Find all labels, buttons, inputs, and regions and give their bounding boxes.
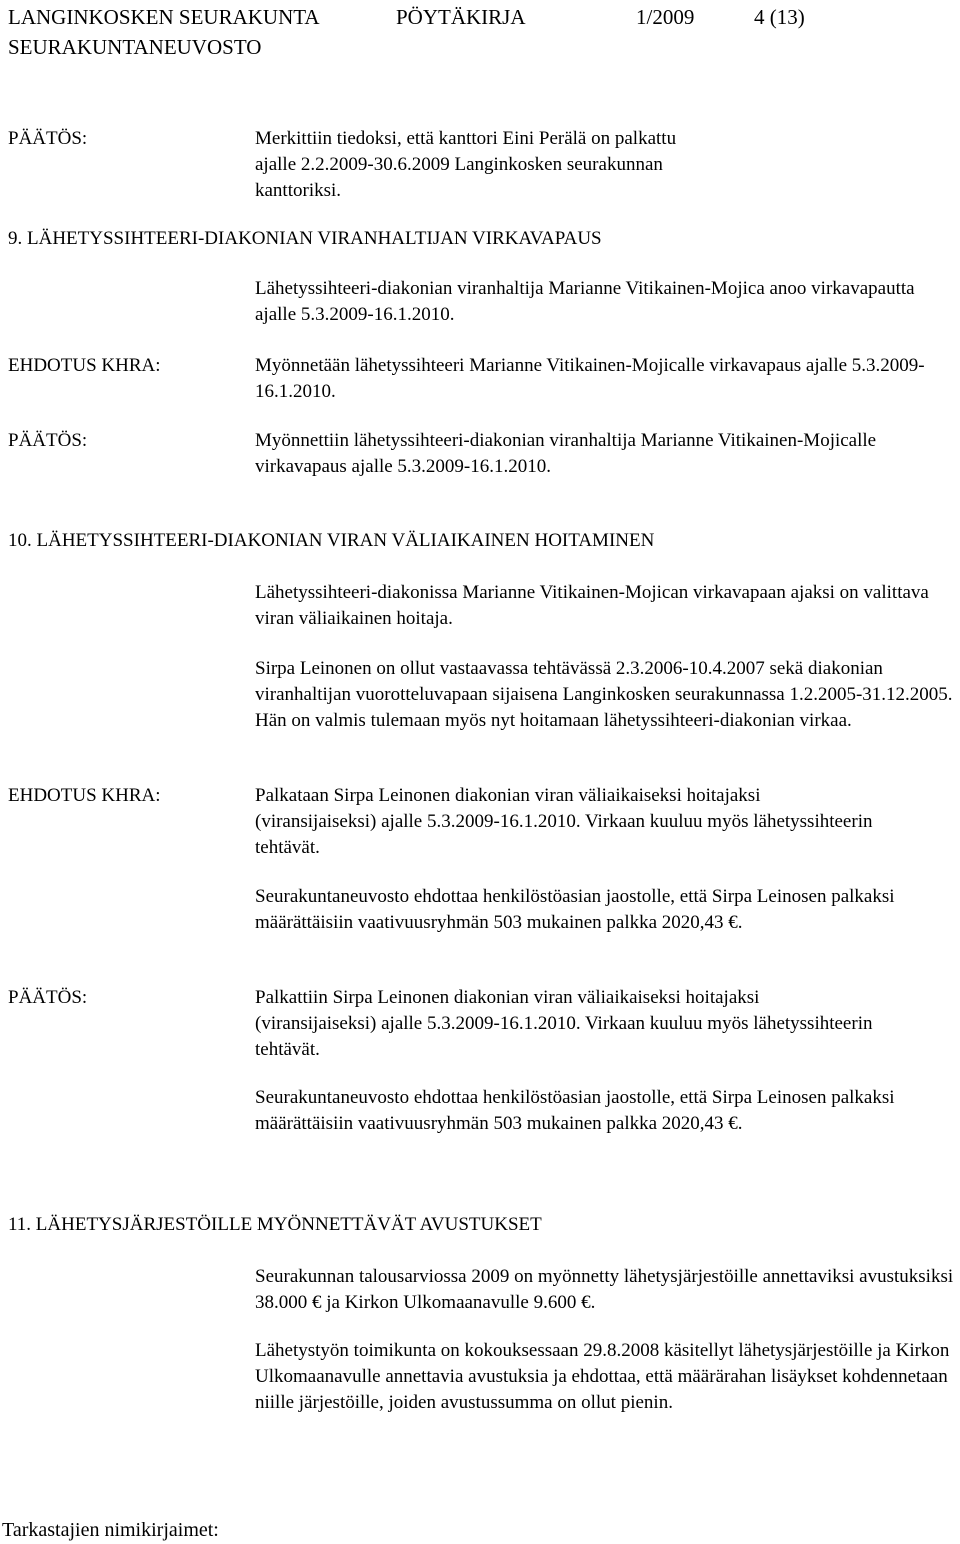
sec11-text-2: Lähetystyön toimikunta on kokouksessaan 29.8.2008 käsitellyt lähetysjärjestöille ja Kirkon Ulkomaanavulle annettavia avustuksia ja ehdottaa, että määrärahan lisäykset kohdennetaan niille järjestöille, joiden avustussumma on ollut pienin.: [255, 1340, 950, 1413]
header-number: 1/2009: [636, 5, 695, 29]
sec10-ehdotus-label: EHDOTUS KHRA:: [8, 785, 161, 806]
sec10-intro-1: Lähetyssihteeri-diakonissa Marianne Vitikainen-Mojican virkavapaan ajaksi on valittava viran väliaikainen hoitaja.: [255, 582, 929, 629]
sec9-ehdotus-text: Myönnetään lähetyssihteeri Marianne Vitikainen-Mojicalle virkavapaus ajalle 5.3.2009-16.1.2010.: [255, 355, 925, 402]
sec9-paatos-label: PÄÄTÖS:: [8, 430, 88, 451]
sec9-title: 9. LÄHETYSSIHTEERI-DIAKONIAN VIRANHALTIJAN VIRKAVAPAUS: [8, 228, 602, 249]
header-doc-type: PÖYTÄKIRJA: [396, 5, 526, 29]
header-body: SEURAKUNTANEUVOSTO: [8, 35, 262, 59]
sec8-paatos-text: Merkittiin tiedoksi, että kanttori Eini Perälä on palkattu ajalle 2.2.2009-30.6.2009 Langinkosken seurakunnan kanttoriksi.: [255, 128, 677, 201]
sec10-paatos-label: PÄÄTÖS:: [8, 987, 88, 1008]
sec9-paatos-text: Myönnettiin lähetyssihteeri-diakonian viranhaltija Marianne Vitikainen-Mojicalle virkavapaus ajalle 5.3.2009-16.1.2010.: [255, 430, 877, 477]
sec10-paatos-text-2: Seurakuntaneuvosto ehdottaa henkilöstöasian jaostolle, että Sirpa Leinosen palkaksi määrättäisiin vaativuusryhmän 503 mukainen palkka 2020,43 €.: [255, 1087, 895, 1134]
sec8-paatos-label: PÄÄTÖS:: [8, 128, 88, 149]
sec10-paatos-text-1: Palkattiin Sirpa Leinonen diakonian viran väliaikaiseksi hoitajaksi (viransijaiseksi) ajalle 5.3.2009-16.1.2010. Virkaan kuuluu myös lähetyssihteerin tehtävät.: [255, 987, 873, 1060]
sec9-intro: Lähetyssihteeri-diakonian viranhaltija Marianne Vitikainen-Mojica anoo virkavapautta ajalle 5.3.2009-16.1.2010.: [255, 278, 915, 325]
document-header: [8, 4, 948, 60]
header-page: 4 (13): [754, 5, 805, 29]
sec9-ehdotus-label: EHDOTUS KHRA:: [8, 355, 161, 376]
sec11-text-1: Seurakunnan talousarviossa 2009 on myönnetty lähetysjärjestöille annettaviksi avustuksiksi 38.000 € ja Kirkon Ulkomaanavulle 9.600 €.: [255, 1266, 954, 1313]
signatures-label: Tarkastajien nimikirjaimet:: [2, 1519, 219, 1541]
sec11-title: 11. LÄHETYSJÄRJESTÖILLE MYÖNNETTÄVÄT AVUSTUKSET: [8, 1214, 542, 1235]
header-org: LANGINKOSKEN SEURAKUNTA: [8, 5, 320, 29]
sec10-ehdotus-text-1: Palkataan Sirpa Leinonen diakonian viran väliaikaiseksi hoitajaksi (viransijaiseksi) ajalle 5.3.2009-16.1.2010. Virkaan kuuluu myös lähetyssihteerin tehtävät.: [255, 785, 873, 858]
sec10-title: 10. LÄHETYSSIHTEERI-DIAKONIAN VIRAN VÄLIAIKAINEN HOITAMINEN: [8, 530, 655, 551]
sec10-ehdotus-text-2: Seurakuntaneuvosto ehdottaa henkilöstöasian jaostolle, että Sirpa Leinosen palkaksi määrättäisiin vaativuusryhmän 503 mukainen palkka 2020,43 €.: [255, 886, 895, 933]
sec10-intro-2: Sirpa Leinonen on ollut vastaavassa tehtävässä 2.3.2006-10.4.2007 sekä diakonian viranhaltijan vuorotteluvapaan sijaisena Langinkosken seurakunnassa 1.2.2005-31.12.2005. Hän on valmis tulemaan myös nyt hoitamaan lähetyssihteeri-diakonian virkaa.: [255, 658, 953, 731]
